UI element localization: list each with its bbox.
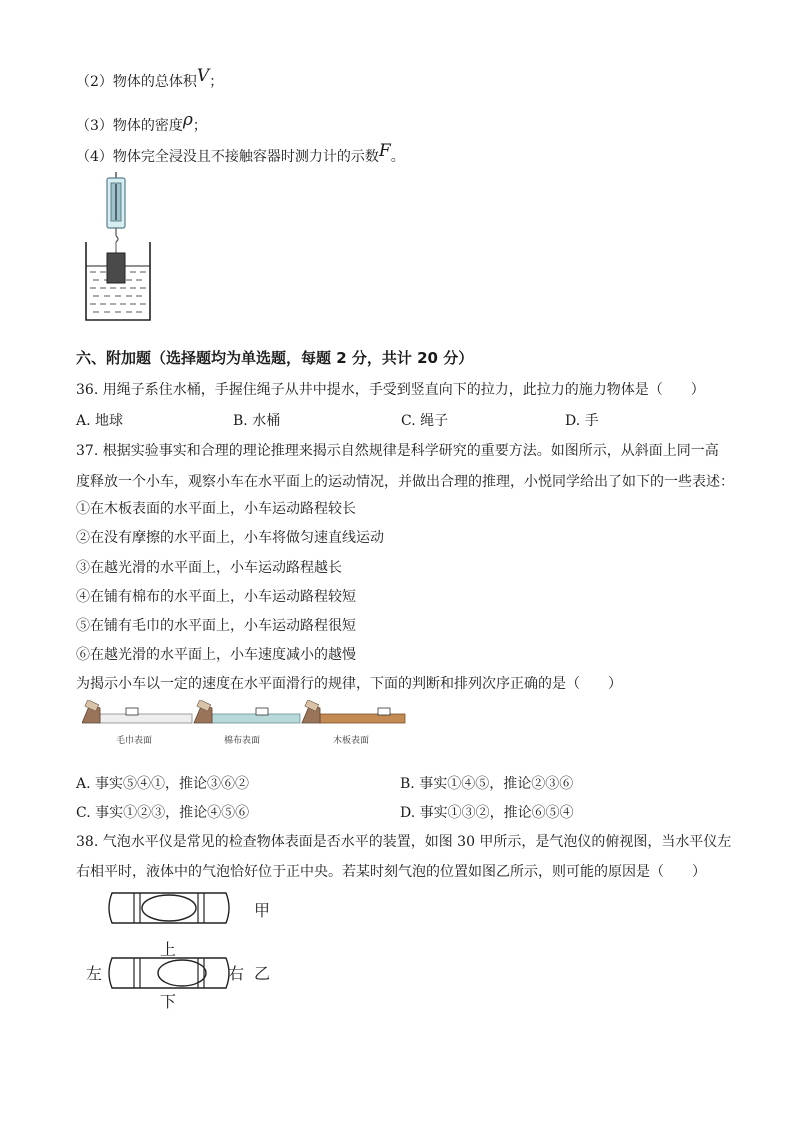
caption-wood-surface: 木板表面 bbox=[333, 736, 370, 746]
label-jia: 甲 bbox=[254, 901, 271, 920]
force-symbol: F bbox=[378, 141, 391, 161]
question-37-stem-line-1: 37. 根据实验事实和合理的理论推理来揭示自然规律是科学研究的重要方法。如图所示，从斜面上同一高 bbox=[76, 443, 719, 459]
section-heading: 六、附加题（选择题均为单选题，每题 2 分，共计 20 分） bbox=[76, 349, 474, 367]
item-4-text: （4）物体完全浸没且不接触容器时测力计的示数 bbox=[76, 149, 379, 165]
item-3-text: （3）物体的密度 bbox=[76, 118, 183, 134]
item-2-total-volume bbox=[76, 66, 224, 91]
item-3-punct: ； bbox=[192, 118, 207, 134]
question-37-prompt: 为揭示小车以一定的速度在水平面滑行的规律，下面的判断和排列次序正确的是（ ） bbox=[76, 676, 622, 692]
statement-1: ①在木板表面的水平面上，小车运动路程较长 bbox=[76, 501, 356, 517]
bubble-offset-right bbox=[158, 960, 206, 986]
q36-option-a: A. 地球 bbox=[76, 413, 124, 429]
label-right: 右 bbox=[228, 964, 245, 983]
q37-option-c: C. 事实①②③，推论④⑤⑥ bbox=[76, 805, 250, 821]
label-left: 左 bbox=[86, 964, 103, 983]
question-38-stem-line-1: 38. 气泡水平仪是常见的检查物体表面是否水平的装置，如图 30 甲所示，是气泡仪的俯视图，当水平仪左 bbox=[76, 834, 732, 850]
item-4-force-reading bbox=[76, 141, 405, 166]
statement-4: ④在铺有棉布的水平面上，小车运动路程较短 bbox=[76, 589, 356, 605]
label-yi: 乙 bbox=[254, 964, 271, 983]
item-3-density bbox=[76, 110, 207, 135]
q36-option-c: C. 绳子 bbox=[401, 413, 449, 429]
question-37-stem-line-2: 度释放一个小车，观察小车在水平面上的运动情况，并做出合理的推理，小悦同学给出了如下的一些表述： bbox=[76, 474, 734, 490]
bubble-level-yi bbox=[104, 955, 234, 991]
statement-2: ②在没有摩擦的水平面上，小车将做匀速直线运动 bbox=[76, 530, 384, 546]
item-2-punct: ； bbox=[209, 74, 224, 90]
bubble-centered bbox=[142, 895, 196, 921]
item-4-punct: 。 bbox=[390, 149, 405, 165]
question-38-stem-line-2: 右相平时，液体中的气泡恰好位于正中央。若某时刻气泡的位置如图乙所示，则可能的原因是（ ） bbox=[76, 864, 706, 880]
item-2-text: （2）物体的总体积 bbox=[76, 74, 197, 90]
statement-3: ③在越光滑的水平面上，小车运动路程越长 bbox=[76, 560, 342, 576]
volume-symbol: V bbox=[196, 66, 210, 86]
label-down: 下 bbox=[160, 992, 177, 1011]
q36-option-b: B. 水桶 bbox=[233, 413, 281, 429]
statement-5: ⑤在铺有毛巾的水平面上，小车运动路程很短 bbox=[76, 618, 356, 634]
label-up: 上 bbox=[160, 940, 177, 959]
immersed-block bbox=[107, 253, 125, 283]
density-symbol: ρ bbox=[182, 110, 193, 130]
bubble-level-jia bbox=[104, 890, 234, 926]
q36-option-d: D. 手 bbox=[565, 413, 599, 429]
caption-towel-surface: 毛巾表面 bbox=[116, 736, 153, 746]
q37-option-d: D. 事实①③②，推论⑥⑤④ bbox=[400, 805, 574, 821]
spring-scale-beaker-figure bbox=[80, 170, 160, 325]
caption-cotton-surface: 棉布表面 bbox=[224, 736, 261, 746]
question-36-stem: 36. 用绳子系住水桶，手握住绳子从井中提水，手受到竖直向下的拉力，此拉力的施力物体是（ ） bbox=[76, 382, 705, 398]
q37-option-b: B. 事实①④⑤，推论②③⑥ bbox=[400, 776, 574, 792]
statement-6: ⑥在越光滑的水平面上，小车速度减小的越慢 bbox=[76, 647, 356, 663]
q37-option-a: A. 事实⑤④①，推论③⑥② bbox=[76, 776, 250, 792]
incline-surfaces-figure bbox=[82, 700, 407, 730]
